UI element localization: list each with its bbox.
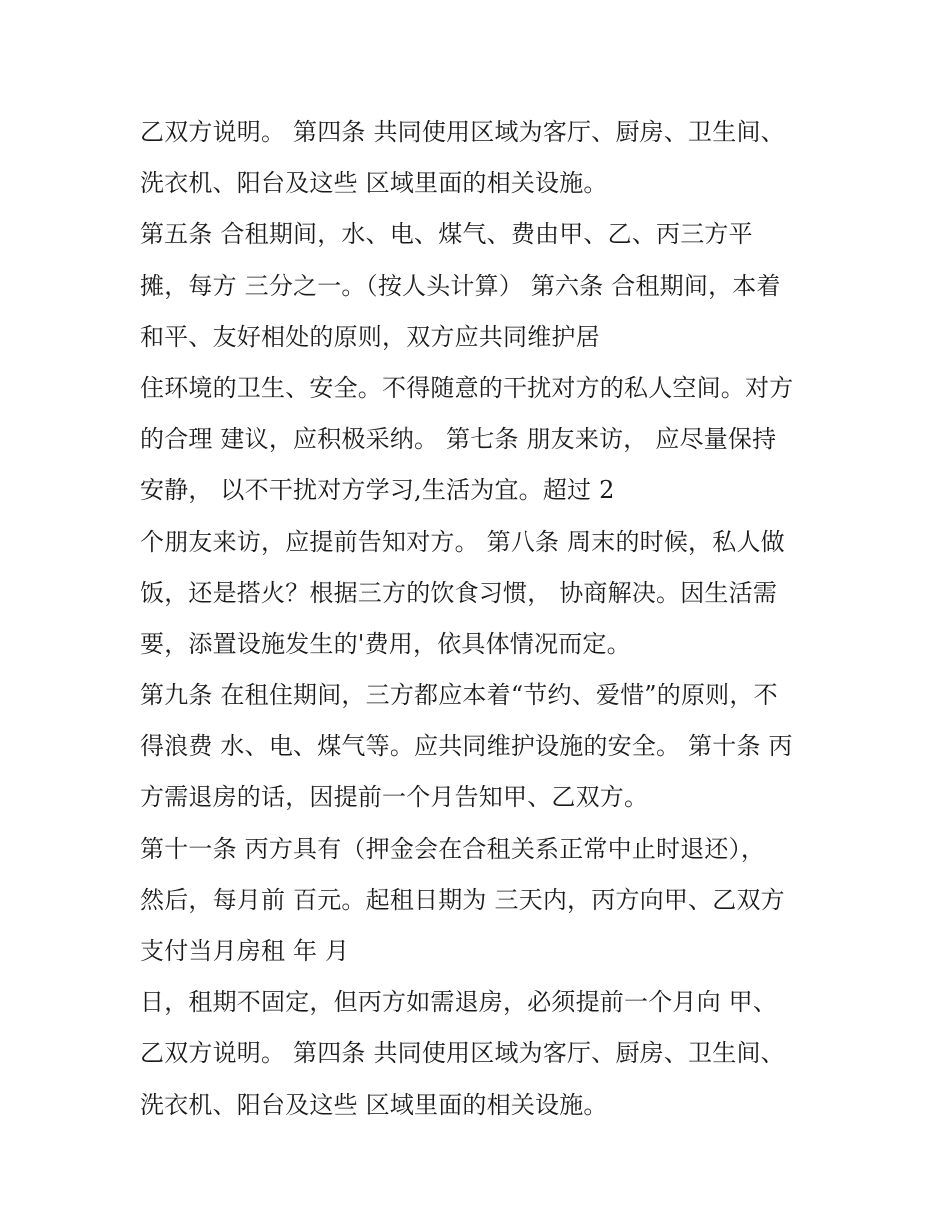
text-line: 第九条 在租住期间，三方都应本着“节约、爱惜”的原则，不 (140, 681, 778, 710)
text-line: 第十一条 丙方具有（押金会在合租关系正常中止时退还）， (140, 834, 766, 863)
text-line: 摊，每方 三分之一。（按人头计算） 第六条 合租期间，本着 (140, 271, 781, 300)
text-line: 乙双方说明。 第四条 共同使用区域为客厅、厨房、卫生间、 (140, 1039, 785, 1068)
text-line: 然后，每月前 百元。起租日期为 三天内，丙方向甲、乙双方 (140, 885, 785, 914)
text-line: 住环境的卫生、安全。不得随意的干扰对方的私人空间。对方 (140, 373, 794, 402)
text-line: 安静， 以不干扰对方学习,生活为宜。超过 2 (140, 476, 615, 505)
text-line: 洗衣机、阳台及这些 区域里面的相关设施。 (140, 1090, 608, 1119)
text-line: 和平、友好相处的原则，双方应共同维护居 (140, 322, 600, 351)
text-line: 个朋友来访，应提前告知对方。 第八条 周末的时候，私人做 (140, 527, 785, 556)
text-line: 饭，还是搭火？根据三方的饮食习惯， 协商解决。因生活需 (140, 578, 778, 607)
text-line: 方需退房的话，因提前一个月告知甲、乙双方。 (140, 783, 649, 812)
text-line: 第五条 合租期间，水、电、煤气、费由甲、乙、丙三方平 (140, 220, 753, 249)
text-line: 的合理 建议，应积极采纳。 第七条 朋友来访， 应尽量保持 (140, 425, 777, 454)
document-body (140, 107, 820, 1131)
text-line: 得浪费 水、电、煤气等。应共同维护设施的安全。 第十条 丙 (140, 732, 793, 761)
text-line: 支付当月房租 年 月 (140, 937, 350, 965)
text-line: 乙双方说明。 第四条 共同使用区域为客厅、厨房、卫生间、 (140, 118, 785, 146)
text-line: 要，添置设施发生的'费用，依具体情况而定。 (140, 629, 631, 658)
text-line: 洗衣机、阳台及这些 区域里面的相关设施。 (140, 169, 608, 198)
text-line: 日，租期不固定，但丙方如需退房，必须提前一个月向 甲、 (140, 988, 778, 1017)
